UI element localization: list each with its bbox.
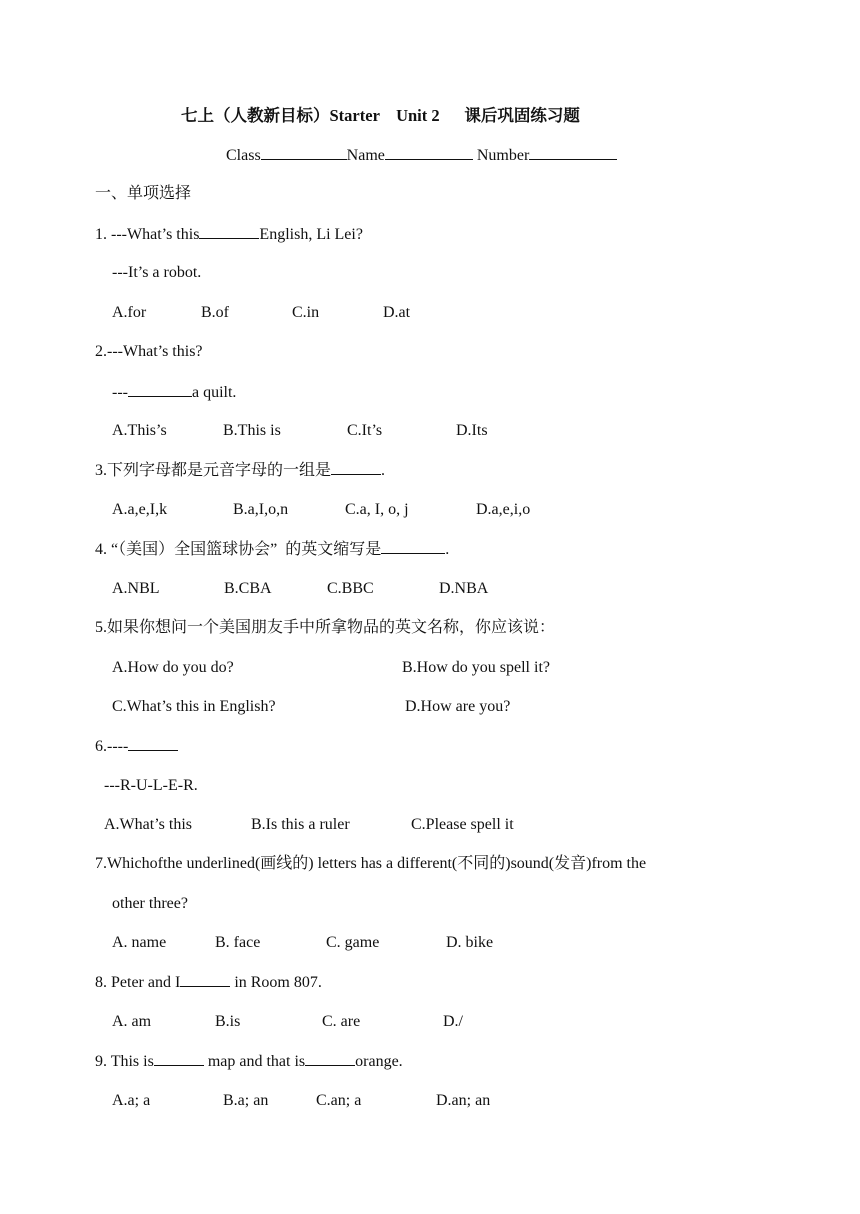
option-a: A.a; a [112,1092,151,1109]
option-d: D.a,e,i,o [476,501,531,518]
question-2-reply: --- a quilt. [112,384,237,401]
section-heading: 一、单项选择 [95,185,192,202]
option-a: A.How do you do? [112,659,234,676]
answer-blank[interactable] [331,460,381,475]
option-b: B.CBA [224,580,272,597]
option-d: D.an; an [436,1092,491,1109]
option-c: C.Please spell it [411,816,514,833]
option-b: B. face [215,934,261,951]
option-d: D.at [383,304,411,321]
option-a: A. am [112,1013,152,1030]
option-b: B.How do you spell it? [402,659,550,676]
number-label: Number [476,147,530,164]
option-a: A.a,e,I,k [112,501,168,518]
class-label: Class [226,147,261,164]
answer-blank[interactable] [154,1051,204,1066]
option-a: A. name [112,934,167,951]
option-b: B.a,I,o,n [233,501,289,518]
question-3: 3.下列字母都是元音字母的一组是 . [95,462,386,479]
question-4: 4. “（美国）全国篮球协会” 的英文缩写是 . [95,541,450,558]
question-6-reply: ---R-U-L-E-R. [104,777,198,794]
question-1: 1. ---What’s this English, Li Lei? [95,226,363,243]
question-9: 9. This is map and that is orange. [95,1053,403,1070]
answer-blank[interactable] [180,972,230,987]
name-label: Name [346,147,385,164]
option-b: B.Is this a ruler [251,816,350,833]
answer-blank[interactable] [128,736,178,751]
option-b: B.is [215,1013,241,1030]
option-c: C. game [326,934,380,951]
answer-blank[interactable] [381,539,445,554]
option-d: D.NBA [439,580,489,597]
option-c: C.It’s [347,422,383,439]
question-7: 7.Whichofthe underlined(画线的) letters has a different(不同的)sound(发音)from the [95,855,647,872]
question-6: 6.---- [95,736,178,757]
answer-blank[interactable] [199,224,259,239]
option-d: D.Its [456,422,488,439]
answer-blank[interactable] [305,1051,355,1066]
option-c: C.BBC [327,580,374,597]
option-a: A.for [112,304,147,321]
option-c: C.in [292,304,320,321]
question-7-continued: other three? [112,895,188,912]
student-info-row [226,145,617,166]
answer-blank[interactable] [128,382,192,397]
option-b: B.a; an [223,1092,269,1109]
option-c: C. are [322,1013,361,1030]
option-d: D./ [443,1013,463,1030]
question-8: 8. Peter and I in Room 807. [95,974,322,991]
option-c: C.a, I, o, j [345,501,409,518]
option-a: A.What’s this [104,816,192,833]
option-d: D. bike [446,934,494,951]
question-5: 5.如果你想问一个美国朋友手中所拿物品的英文名称，你应该说： [95,619,556,636]
page-title: 七上（人教新目标）Starter Unit 2 课后巩固练习题 [181,106,580,125]
question-1-reply: ---It’s a robot. [112,264,202,281]
option-c: C.an; a [316,1092,362,1109]
option-b: B.This is [223,422,281,439]
option-a: A.NBL [112,580,160,597]
option-c: C.What’s this in English? [112,698,276,715]
number-blank[interactable] [529,145,617,160]
option-b: B.of [201,304,229,321]
name-blank[interactable] [385,145,473,160]
option-a: A.This’s [112,422,167,439]
option-d: D.How are you? [405,698,511,715]
question-2: 2.---What’s this? [95,343,203,360]
class-blank[interactable] [261,145,347,160]
